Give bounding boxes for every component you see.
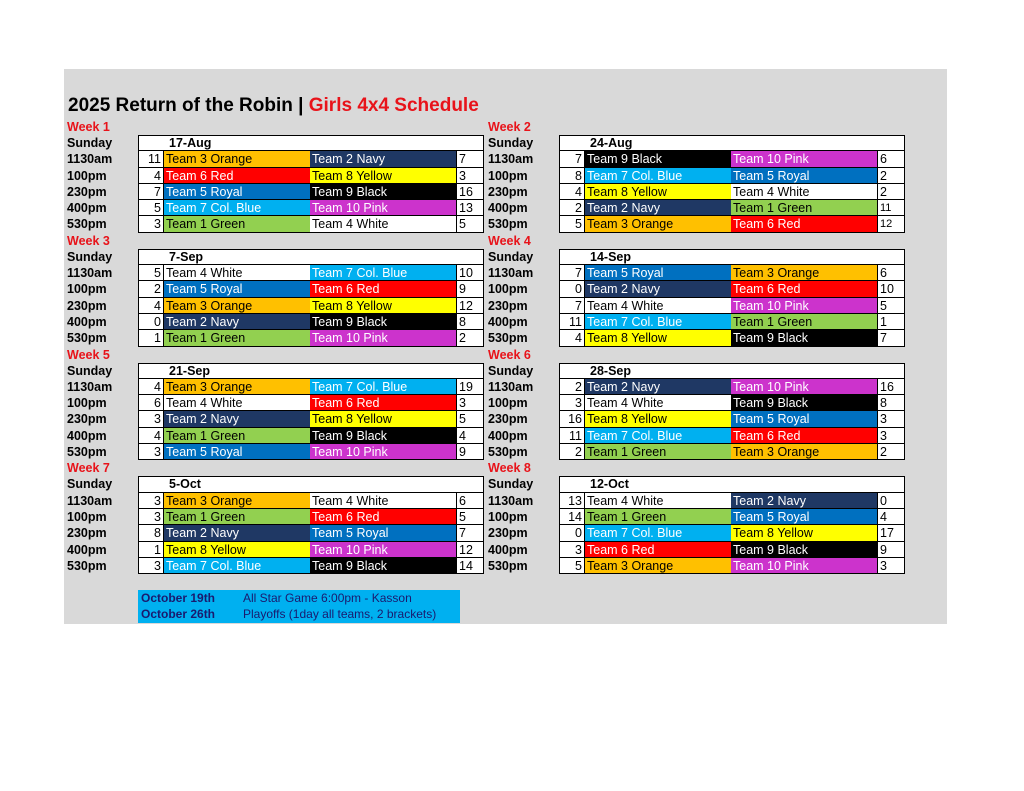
week-header-row: [487, 249, 905, 265]
week-label: Week 5: [67, 347, 110, 362]
away-team: Team 8 Yellow: [731, 525, 877, 541]
home-team: Team 1 Green: [164, 216, 310, 232]
home-team: Team 8 Yellow: [585, 411, 731, 427]
home-team: Team 3 Orange: [585, 216, 731, 232]
page-title: [68, 94, 479, 118]
away-score: 5: [456, 411, 484, 427]
away-score: 13: [456, 200, 484, 216]
away-team: Team 5 Royal: [731, 509, 877, 525]
game-row: [66, 151, 484, 167]
away-score: 7: [877, 330, 905, 346]
home-score: 3: [138, 411, 164, 427]
away-team: Team 1 Green: [731, 200, 877, 216]
home-score: 4: [138, 428, 164, 444]
game-row: [487, 200, 905, 216]
away-score: 2: [877, 444, 905, 460]
week-date: 7-Sep: [138, 249, 484, 265]
away-score: 3: [877, 558, 905, 574]
home-team: Team 2 Navy: [585, 200, 731, 216]
away-score: 3: [456, 168, 484, 184]
home-team: Team 7 Col. Blue: [164, 558, 310, 574]
home-score: 3: [138, 493, 164, 509]
home-team: Team 2 Navy: [164, 314, 310, 330]
game-time: 230pm: [67, 184, 107, 199]
home-team: Team 2 Navy: [585, 379, 731, 395]
game-row: [66, 379, 484, 395]
away-team: Team 7 Col. Blue: [310, 265, 456, 281]
week-header-row: [66, 249, 484, 265]
game-time: 400pm: [488, 314, 528, 329]
game-row: [487, 395, 905, 411]
away-score: 6: [877, 151, 905, 167]
away-team: Team 7 Col. Blue: [310, 379, 456, 395]
home-team: Team 4 White: [585, 298, 731, 314]
away-team: Team 4 White: [731, 184, 877, 200]
home-score: 5: [138, 265, 164, 281]
away-score: 3: [877, 428, 905, 444]
game-time: 530pm: [488, 217, 528, 232]
home-score: 1: [138, 330, 164, 346]
game-time: 400pm: [67, 428, 107, 443]
away-score: 0: [877, 493, 905, 509]
away-score: 5: [877, 298, 905, 314]
home-score: 0: [559, 281, 585, 297]
away-team: Team 2 Navy: [310, 151, 456, 167]
away-score: 9: [456, 444, 484, 460]
week-header-row: [66, 476, 484, 492]
away-team: Team 4 White: [310, 493, 456, 509]
away-score: 12: [456, 542, 484, 558]
away-score: 2: [877, 184, 905, 200]
week-date: 17-Aug: [138, 135, 484, 151]
week-label: Week 4: [488, 233, 531, 248]
week-block: [66, 460, 484, 574]
week-block: [66, 347, 484, 461]
game-time: 1130am: [488, 152, 534, 167]
away-team: Team 9 Black: [310, 558, 456, 574]
game-row: [487, 493, 905, 509]
day-label: Sunday: [488, 249, 534, 264]
home-team: Team 2 Navy: [585, 281, 731, 297]
away-score: 3: [877, 411, 905, 427]
game-time: 1130am: [488, 379, 534, 394]
game-time: 400pm: [488, 542, 528, 557]
home-team: Team 7 Col. Blue: [585, 525, 731, 541]
home-team: Team 5 Royal: [164, 444, 310, 460]
game-time: 1130am: [488, 266, 534, 281]
away-score: 6: [456, 493, 484, 509]
game-time: 400pm: [67, 314, 107, 329]
game-row: [66, 184, 484, 200]
away-score: 2: [877, 168, 905, 184]
game-time: 530pm: [488, 445, 528, 460]
away-score: 19: [456, 379, 484, 395]
away-score: 7: [456, 525, 484, 541]
home-team: Team 8 Yellow: [164, 542, 310, 558]
away-team: Team 10 Pink: [310, 330, 456, 346]
game-time: 100pm: [488, 168, 528, 183]
day-label: Sunday: [67, 477, 113, 492]
home-score: 4: [138, 298, 164, 314]
home-team: Team 4 White: [164, 395, 310, 411]
away-team: Team 10 Pink: [731, 558, 877, 574]
away-score: 8: [877, 395, 905, 411]
away-team: Team 6 Red: [310, 509, 456, 525]
day-label: Sunday: [67, 363, 113, 378]
home-team: Team 8 Yellow: [585, 184, 731, 200]
away-team: Team 9 Black: [731, 542, 877, 558]
week-label: Week 8: [488, 461, 531, 476]
week-label: Week 2: [488, 120, 531, 134]
home-score: 11: [138, 151, 164, 167]
week-date: 14-Sep: [559, 249, 905, 265]
home-team: Team 3 Orange: [164, 379, 310, 395]
home-score: 5: [138, 200, 164, 216]
week-header-row: [66, 363, 484, 379]
away-score: 5: [456, 509, 484, 525]
home-score: 2: [138, 281, 164, 297]
game-time: 530pm: [488, 558, 528, 573]
game-time: 530pm: [67, 558, 107, 573]
home-team: Team 1 Green: [164, 330, 310, 346]
away-team: Team 8 Yellow: [310, 168, 456, 184]
home-score: 7: [559, 298, 585, 314]
home-score: 2: [559, 379, 585, 395]
home-team: Team 5 Royal: [164, 184, 310, 200]
game-row: [66, 558, 484, 574]
home-score: 11: [559, 314, 585, 330]
game-time: 400pm: [67, 542, 107, 557]
game-time: 100pm: [488, 396, 528, 411]
note-date: October 26th: [141, 607, 216, 621]
away-team: Team 2 Navy: [731, 493, 877, 509]
game-time: 230pm: [67, 526, 107, 541]
game-time: 530pm: [67, 331, 107, 346]
home-score: 3: [138, 558, 164, 574]
home-score: 8: [138, 525, 164, 541]
home-team: Team 1 Green: [585, 509, 731, 525]
title-separator: |: [298, 95, 304, 116]
game-row: [487, 379, 905, 395]
home-team: Team 4 White: [585, 395, 731, 411]
game-row: [487, 298, 905, 314]
away-team: Team 6 Red: [310, 395, 456, 411]
away-team: Team 10 Pink: [731, 298, 877, 314]
week-label: Week 1: [67, 120, 110, 134]
day-label: Sunday: [488, 477, 534, 492]
game-time: 100pm: [67, 396, 107, 411]
home-team: Team 5 Royal: [164, 281, 310, 297]
away-team: Team 8 Yellow: [310, 298, 456, 314]
game-row: [66, 493, 484, 509]
away-team: Team 3 Orange: [731, 265, 877, 281]
game-time: 1130am: [67, 493, 113, 508]
game-time: 530pm: [488, 331, 528, 346]
game-time: 100pm: [488, 509, 528, 524]
home-score: 1: [138, 542, 164, 558]
game-row: [66, 265, 484, 281]
home-score: 4: [138, 379, 164, 395]
week-label: Week 6: [488, 347, 531, 362]
away-team: Team 10 Pink: [310, 444, 456, 460]
game-time: 230pm: [488, 412, 528, 427]
game-row: [66, 281, 484, 297]
home-team: Team 1 Green: [164, 428, 310, 444]
home-score: 3: [138, 216, 164, 232]
home-team: Team 6 Red: [585, 542, 731, 558]
home-team: Team 7 Col. Blue: [585, 168, 731, 184]
game-row: [66, 509, 484, 525]
away-score: 16: [877, 379, 905, 395]
away-team: Team 9 Black: [310, 428, 456, 444]
away-score: 10: [456, 265, 484, 281]
away-team: Team 9 Black: [731, 330, 877, 346]
away-team: Team 6 Red: [731, 216, 877, 232]
note-text: Playoffs (1day all teams, 2 brackets): [243, 607, 437, 621]
game-time: 530pm: [67, 445, 107, 460]
week-date: 5-Oct: [138, 476, 484, 492]
away-score: 7: [456, 151, 484, 167]
away-team: Team 9 Black: [731, 395, 877, 411]
week-label: Week 3: [67, 233, 110, 248]
game-row: [487, 444, 905, 460]
game-time: 1130am: [67, 266, 113, 281]
game-time: 100pm: [67, 509, 107, 524]
day-label: Sunday: [67, 249, 113, 264]
game-time: 230pm: [67, 412, 107, 427]
home-score: 11: [559, 428, 585, 444]
week-date: 12-Oct: [559, 476, 905, 492]
home-team: Team 1 Green: [585, 444, 731, 460]
note-row: [138, 606, 460, 622]
week-date: 21-Sep: [138, 363, 484, 379]
away-score: 4: [456, 428, 484, 444]
game-row: [66, 411, 484, 427]
day-label: Sunday: [488, 136, 534, 150]
game-time: 100pm: [67, 282, 107, 297]
week-header-row: [487, 363, 905, 379]
away-team: Team 8 Yellow: [310, 411, 456, 427]
away-score: 17: [877, 525, 905, 541]
week-header-row: [487, 135, 905, 151]
day-label: Sunday: [67, 136, 113, 150]
away-score: 14: [456, 558, 484, 574]
game-row: [66, 542, 484, 558]
away-score: 12: [877, 216, 905, 232]
week-date: 28-Sep: [559, 363, 905, 379]
home-score: 4: [138, 168, 164, 184]
home-score: 3: [559, 395, 585, 411]
away-team: Team 10 Pink: [310, 200, 456, 216]
home-score: 0: [559, 525, 585, 541]
home-team: Team 5 Royal: [585, 265, 731, 281]
home-score: 8: [559, 168, 585, 184]
week-block: [487, 119, 905, 233]
home-team: Team 2 Navy: [164, 411, 310, 427]
home-score: 5: [559, 216, 585, 232]
home-team: Team 7 Col. Blue: [585, 314, 731, 330]
title-main: 2025 Return of the Robin: [68, 95, 293, 116]
game-row: [487, 265, 905, 281]
week-header-row: [66, 135, 484, 151]
home-team: Team 6 Red: [164, 168, 310, 184]
home-score: 7: [559, 151, 585, 167]
home-score: 0: [138, 314, 164, 330]
game-time: 400pm: [488, 428, 528, 443]
week-label: Week 7: [67, 461, 110, 476]
home-score: 4: [559, 330, 585, 346]
game-time: 100pm: [488, 282, 528, 297]
away-score: 6: [877, 265, 905, 281]
home-score: 14: [559, 509, 585, 525]
away-team: Team 6 Red: [731, 428, 877, 444]
game-row: [487, 151, 905, 167]
home-team: Team 8 Yellow: [585, 330, 731, 346]
game-time: 1130am: [67, 152, 113, 167]
away-team: Team 9 Black: [310, 184, 456, 200]
game-row: [487, 168, 905, 184]
game-row: [66, 444, 484, 460]
game-row: [487, 428, 905, 444]
game-row: [66, 330, 484, 346]
home-score: 7: [138, 184, 164, 200]
game-row: [487, 314, 905, 330]
away-team: Team 6 Red: [310, 281, 456, 297]
home-team: Team 4 White: [164, 265, 310, 281]
note-text: All Star Game 6:00pm - Kasson: [243, 591, 412, 605]
home-score: 2: [559, 444, 585, 460]
away-team: Team 10 Pink: [731, 379, 877, 395]
away-score: 2: [456, 330, 484, 346]
home-team: Team 4 White: [585, 493, 731, 509]
away-team: Team 3 Orange: [731, 444, 877, 460]
away-score: 16: [456, 184, 484, 200]
away-score: 5: [456, 216, 484, 232]
game-time: 400pm: [488, 201, 528, 216]
away-team: Team 1 Green: [731, 314, 877, 330]
away-team: Team 5 Royal: [310, 525, 456, 541]
game-time: 230pm: [67, 298, 107, 313]
away-team: Team 6 Red: [731, 281, 877, 297]
notes-box: [138, 590, 460, 623]
away-team: Team 5 Royal: [731, 411, 877, 427]
game-row: [66, 200, 484, 216]
away-score: 4: [877, 509, 905, 525]
home-team: Team 7 Col. Blue: [164, 200, 310, 216]
game-time: 530pm: [67, 217, 107, 232]
week-date: 24-Aug: [559, 135, 905, 151]
home-team: Team 3 Orange: [164, 493, 310, 509]
note-date: October 19th: [141, 591, 216, 605]
game-row: [66, 395, 484, 411]
game-row: [487, 509, 905, 525]
game-row: [487, 184, 905, 200]
away-team: Team 10 Pink: [310, 542, 456, 558]
home-score: 3: [138, 509, 164, 525]
home-score: 13: [559, 493, 585, 509]
home-score: 5: [559, 558, 585, 574]
game-time: 230pm: [488, 184, 528, 199]
game-time: 400pm: [67, 201, 107, 216]
game-row: [66, 168, 484, 184]
title-subtitle: Girls 4x4 Schedule: [308, 95, 479, 116]
away-score: 12: [456, 298, 484, 314]
week-block: [487, 233, 905, 347]
home-score: 16: [559, 411, 585, 427]
away-team: Team 4 White: [310, 216, 456, 232]
away-score: 11: [877, 200, 905, 216]
game-row: [66, 525, 484, 541]
schedule-column-left: [66, 119, 484, 574]
game-time: 1130am: [67, 379, 113, 394]
game-row: [66, 428, 484, 444]
game-row: [487, 558, 905, 574]
week-block: [487, 460, 905, 574]
week-block: [66, 119, 484, 233]
home-score: 3: [559, 542, 585, 558]
home-score: 7: [559, 265, 585, 281]
game-row: [487, 542, 905, 558]
game-row: [487, 525, 905, 541]
away-score: 3: [456, 395, 484, 411]
day-label: Sunday: [488, 363, 534, 378]
away-score: 9: [456, 281, 484, 297]
week-header-row: [487, 476, 905, 492]
away-team: Team 5 Royal: [731, 168, 877, 184]
home-team: Team 9 Black: [585, 151, 731, 167]
note-row: [138, 590, 460, 606]
week-block: [487, 347, 905, 461]
away-score: 10: [877, 281, 905, 297]
game-time: 230pm: [488, 298, 528, 313]
game-row: [487, 411, 905, 427]
schedule-column-right: [487, 119, 905, 574]
home-score: 2: [559, 200, 585, 216]
home-team: Team 7 Col. Blue: [585, 428, 731, 444]
game-row: [66, 298, 484, 314]
home-team: Team 2 Navy: [164, 525, 310, 541]
away-score: 8: [456, 314, 484, 330]
game-row: [487, 281, 905, 297]
game-row: [66, 314, 484, 330]
home-team: Team 3 Orange: [585, 558, 731, 574]
game-row: [487, 216, 905, 232]
game-time: 230pm: [488, 526, 528, 541]
home-score: 3: [138, 444, 164, 460]
home-team: Team 3 Orange: [164, 298, 310, 314]
game-row: [487, 330, 905, 346]
home-score: 4: [559, 184, 585, 200]
home-score: 6: [138, 395, 164, 411]
game-row: [66, 216, 484, 232]
away-score: 9: [877, 542, 905, 558]
home-team: Team 3 Orange: [164, 151, 310, 167]
game-time: 1130am: [488, 493, 534, 508]
away-team: Team 9 Black: [310, 314, 456, 330]
week-block: [66, 233, 484, 347]
game-time: 100pm: [67, 168, 107, 183]
away-team: Team 10 Pink: [731, 151, 877, 167]
away-score: 1: [877, 314, 905, 330]
home-team: Team 1 Green: [164, 509, 310, 525]
